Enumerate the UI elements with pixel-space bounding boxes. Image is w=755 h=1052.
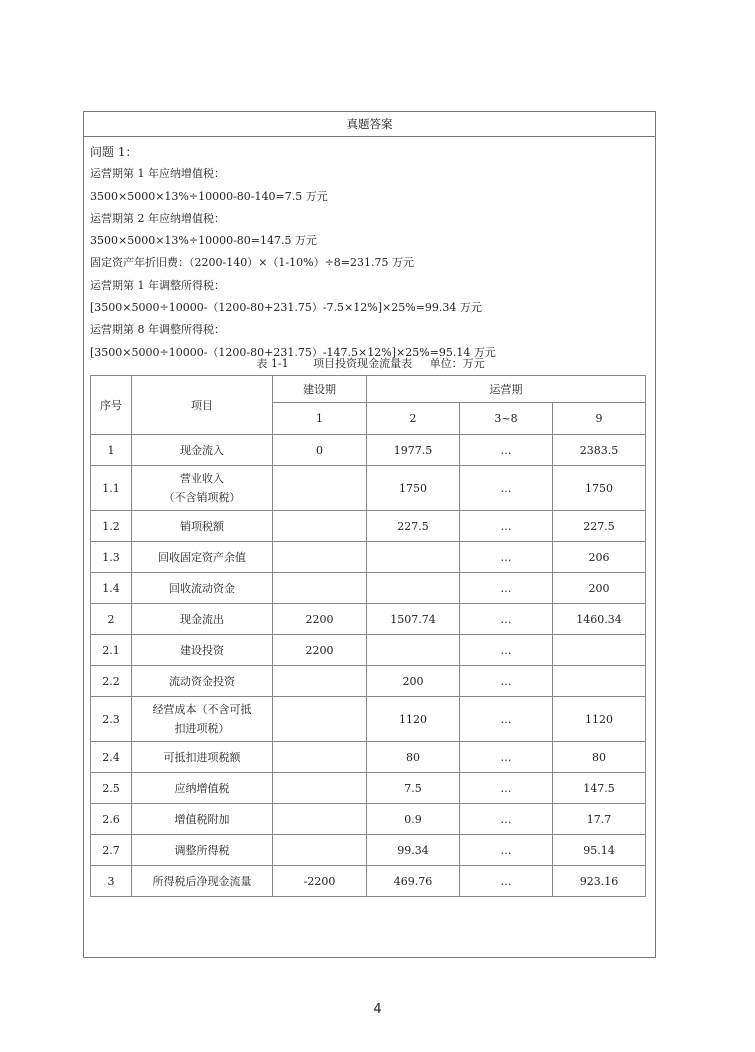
cell-seq: 2 — [91, 604, 132, 635]
cell-y38: … — [460, 697, 553, 742]
cell-item: 回收固定资产余值 — [132, 542, 273, 573]
cell-seq: 2.7 — [91, 835, 132, 866]
cell-item: 可抵扣进项税额 — [132, 742, 273, 773]
table-row — [91, 511, 646, 542]
cell-seq: 2.3 — [91, 697, 132, 742]
cell-item-line: （不含销项税） — [163, 491, 241, 504]
cell-y2: 1977.5 — [367, 435, 460, 466]
cell-seq: 1.1 — [91, 466, 132, 511]
cell-seq: 1.3 — [91, 542, 132, 573]
cell-y2: 1120 — [367, 697, 460, 742]
answer-text — [84, 137, 655, 364]
cell-y1 — [273, 573, 367, 604]
cell-seq: 1.2 — [91, 511, 132, 542]
answer-line: 3500×5000×13%÷10000-80=147.5 万元 — [90, 234, 317, 248]
header-year-2: 2 — [367, 403, 460, 435]
answer-line: [3500×5000÷10000-（1200-80+231.75）-7.5×12%]×25%=99.34 万元 — [90, 301, 482, 315]
cell-y9: 227.5 — [553, 511, 646, 542]
cell-y9: 923.16 — [553, 866, 646, 897]
cell-seq: 2.2 — [91, 666, 132, 697]
cell-y9: 1460.34 — [553, 604, 646, 635]
header-construction: 建设期 — [273, 376, 367, 403]
cell-y38: … — [460, 435, 553, 466]
question-heading: 问题 1： — [90, 145, 138, 159]
table-row — [91, 742, 646, 773]
cell-item: 回收流动资金 — [132, 573, 273, 604]
cell-y38: … — [460, 542, 553, 573]
table-row — [91, 804, 646, 835]
cell-y9 — [553, 666, 646, 697]
cell-y38: … — [460, 666, 553, 697]
cell-item-line: 营业收入 — [180, 472, 224, 485]
header-year-9: 9 — [553, 403, 646, 435]
header-year-1: 1 — [273, 403, 367, 435]
cell-seq: 2.5 — [91, 773, 132, 804]
answer-line: 3500×5000×13%÷10000-80-140=7.5 万元 — [90, 189, 328, 203]
header-item: 项目 — [132, 376, 273, 435]
cell-item: 所得税后净现金流量 — [132, 866, 273, 897]
cell-y38: … — [460, 773, 553, 804]
answer-line: 运营期第 8 年调整所得税： — [90, 323, 225, 337]
answer-line: 运营期第 2 年应纳增值税： — [90, 211, 225, 225]
table-row — [91, 466, 646, 511]
cell-y1: -2200 — [273, 866, 367, 897]
cell-y2: 80 — [367, 742, 460, 773]
cell-y1 — [273, 742, 367, 773]
cell-y2: 99.34 — [367, 835, 460, 866]
cell-seq: 1.4 — [91, 573, 132, 604]
cell-seq: 2.6 — [91, 804, 132, 835]
cell-y9: 2383.5 — [553, 435, 646, 466]
cell-y1 — [273, 697, 367, 742]
cell-y9: 200 — [553, 573, 646, 604]
cell-y2: 200 — [367, 666, 460, 697]
cell-y38: … — [460, 635, 553, 666]
cell-y1 — [273, 804, 367, 835]
answer-line: [3500×5000÷10000-（1200-80+231.75）-147.5×12%]×25%=95.14 万元 — [90, 345, 496, 359]
cell-y1: 0 — [273, 435, 367, 466]
cell-item — [132, 466, 273, 511]
cell-item-line: 经营成本（不含可抵 — [152, 703, 252, 716]
cell-y38: … — [460, 573, 553, 604]
cell-y1 — [273, 666, 367, 697]
answer-line: 固定资产年折旧费：（2200-140）×（1-10%）÷8=231.75 万元 — [90, 256, 415, 270]
cell-y38: … — [460, 466, 553, 511]
cell-y38: … — [460, 742, 553, 773]
page-number: 4 — [373, 1002, 382, 1017]
cell-item — [132, 697, 273, 742]
cell-y9: 95.14 — [553, 835, 646, 866]
table-row — [91, 835, 646, 866]
cell-y2 — [367, 542, 460, 573]
cell-y9 — [553, 635, 646, 666]
cell-y1 — [273, 511, 367, 542]
table-row — [91, 773, 646, 804]
cell-item-line: 扣进项税） — [174, 722, 230, 735]
table-row — [91, 435, 646, 466]
cell-y2: 1507.74 — [367, 604, 460, 635]
cell-item: 应纳增值税 — [132, 773, 273, 804]
answer-box — [83, 111, 656, 958]
cell-item: 现金流入 — [132, 435, 273, 466]
table-caption: 表 1-1 项目投资现金流量表 单位：万元 — [256, 357, 485, 370]
cell-y9: 1120 — [553, 697, 646, 742]
header-operation: 运营期 — [367, 376, 646, 403]
cell-y2: 227.5 — [367, 511, 460, 542]
cell-y38: … — [460, 866, 553, 897]
cell-y1 — [273, 773, 367, 804]
cell-y1 — [273, 835, 367, 866]
cell-y2: 469.76 — [367, 866, 460, 897]
cell-seq: 2.4 — [91, 742, 132, 773]
cell-y2 — [367, 635, 460, 666]
table-row — [91, 604, 646, 635]
table-row — [91, 573, 646, 604]
table-row — [91, 635, 646, 666]
cell-y2 — [367, 573, 460, 604]
cell-y1: 2200 — [273, 604, 367, 635]
table-row — [91, 542, 646, 573]
cell-y2: 7.5 — [367, 773, 460, 804]
cell-seq: 1 — [91, 435, 132, 466]
cell-y1 — [273, 542, 367, 573]
cell-y38: … — [460, 604, 553, 635]
header-year-3-8: 3~8 — [460, 403, 553, 435]
cell-item: 现金流出 — [132, 604, 273, 635]
header-seq: 序号 — [91, 376, 132, 435]
cash-flow-table — [90, 375, 646, 897]
cell-item: 建设投资 — [132, 635, 273, 666]
cell-y38: … — [460, 835, 553, 866]
cell-y9: 17.7 — [553, 804, 646, 835]
cell-item: 调整所得税 — [132, 835, 273, 866]
cell-item: 流动资金投资 — [132, 666, 273, 697]
cell-item: 增值税附加 — [132, 804, 273, 835]
cell-seq: 2.1 — [91, 635, 132, 666]
cell-y2: 1750 — [367, 466, 460, 511]
cell-y9: 1750 — [553, 466, 646, 511]
cell-y38: … — [460, 804, 553, 835]
cell-y9: 147.5 — [553, 773, 646, 804]
cell-y2: 0.9 — [367, 804, 460, 835]
answer-box-title: 真题答案 — [84, 112, 655, 137]
table-row — [91, 697, 646, 742]
cell-y1 — [273, 466, 367, 511]
cell-y9: 206 — [553, 542, 646, 573]
cell-y1: 2200 — [273, 635, 367, 666]
cell-y38: … — [460, 511, 553, 542]
answer-line: 运营期第 1 年调整所得税： — [90, 278, 225, 292]
answer-line: 运营期第 1 年应纳增值税： — [90, 167, 225, 181]
cell-seq: 3 — [91, 866, 132, 897]
table-row — [91, 666, 646, 697]
table-row — [91, 866, 646, 897]
cell-item: 销项税额 — [132, 511, 273, 542]
cell-y9: 80 — [553, 742, 646, 773]
